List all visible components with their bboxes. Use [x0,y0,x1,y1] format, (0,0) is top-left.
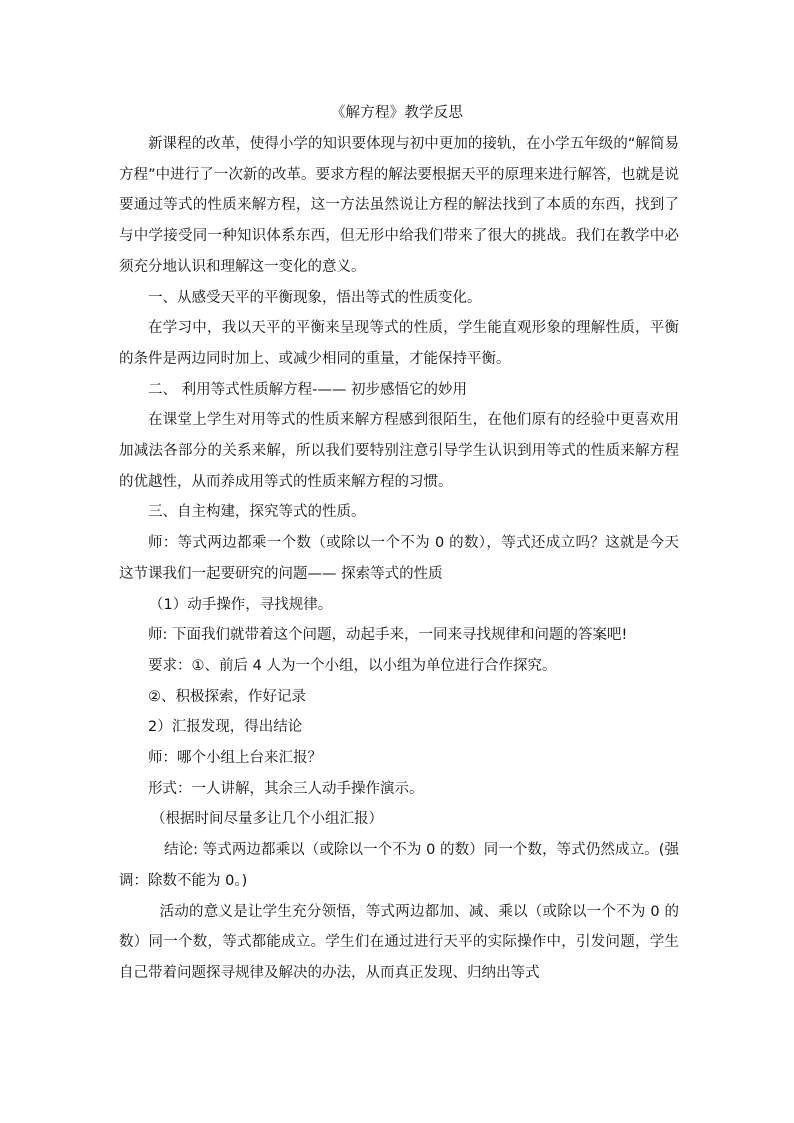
paragraph-conclusion: 结论: 等式两边都乘以（或除以一个不为 0 的数）同一个数，等式仍然成立。(强调：除数不能为 0。) [119,842,679,889]
heading-section-two: 二、 利用等式性质解方程-—— 初步感悟它的妙用 [148,381,467,398]
document-title: 《解方程》教学反思 [330,105,464,121]
paragraph-requirement-two: ②、积极探索，作好记录 [148,688,306,705]
step-hands-on: （1）动手操作，寻找规律。 [149,596,333,613]
step-report: 2）汇报发现，得出结论 [148,719,303,736]
paragraph-balance: 在学习中，我以天平的平衡来呈现等式的性质，学生能直观形象的理解性质，平衡的条件是两边同时加上、或减少相同的重量，才能保持平衡。 [119,320,679,367]
paragraph-teacher-instruction: 师: 下面我们就带着这个问题，动起手来，一同来寻找规律和问题的答案吧! [148,627,628,644]
document-body [119,129,679,989]
paragraph-intro: 新课程的改革，使得小学的知识要体现与初中更加的接轨，在小学五年级的“解简易方程”中进行了一次新的改革。要求方程的解法要根据天平的原理来进行解答，也就是说要通过等式的性质来解方程，这一方法虽然说让方程的解法找到了本质的东西，找到了与中学接受同一种知识体系东西，但无形中给我们带来了很大的挑战。我们在教学中必须充分地认识和理解这一变化的意义。 [119,136,679,275]
paragraph-activity-meaning: 活动的意义是让学生充分领悟，等式两边都加、减、乘以（或除以一个不为 0 的数）同一个数，等式都能成立。学生们在通过进行天平的实际操作中，引发问题，学生自己带着问题探寻规律及解决的办法，从而真正发现、归纳出等式 [119,903,679,981]
heading-section-one: 一、从感受天平的平衡现象，悟出等式的性质变化。 [148,289,482,306]
heading-section-three: 三、自主构建，探究等式的性质。 [148,504,366,521]
paragraph-equation-property: 在课堂上学生对用等式的性质来解方程感到很陌生，在他们原有的经验中更喜欢用加减法各部分的关系来解，所以我们要特别注意引导学生认识到用等式的性质来解方程的优越性，从而养成用等式的性质来解方程的习惯。 [119,412,679,490]
paragraph-teacher-question: 师：等式两边都乘一个数（或除以一个不为 0 的数），等式还成立吗？这就是今天这节课我们一起要研究的问题—— 探索等式的性质 [119,535,679,582]
paragraph-teacher-ask: 师：哪个小组上台来汇报？ [148,750,322,767]
paragraph-note: （根据时间尽量多让几个小组汇报） [151,811,383,828]
paragraph-format: 形式：一人讲解，其余三人动手操作演示。 [148,780,424,797]
paragraph-requirement-one: 要求：①、前后 4 人为一个小组，以小组为单位进行合作探究。 [148,657,557,674]
